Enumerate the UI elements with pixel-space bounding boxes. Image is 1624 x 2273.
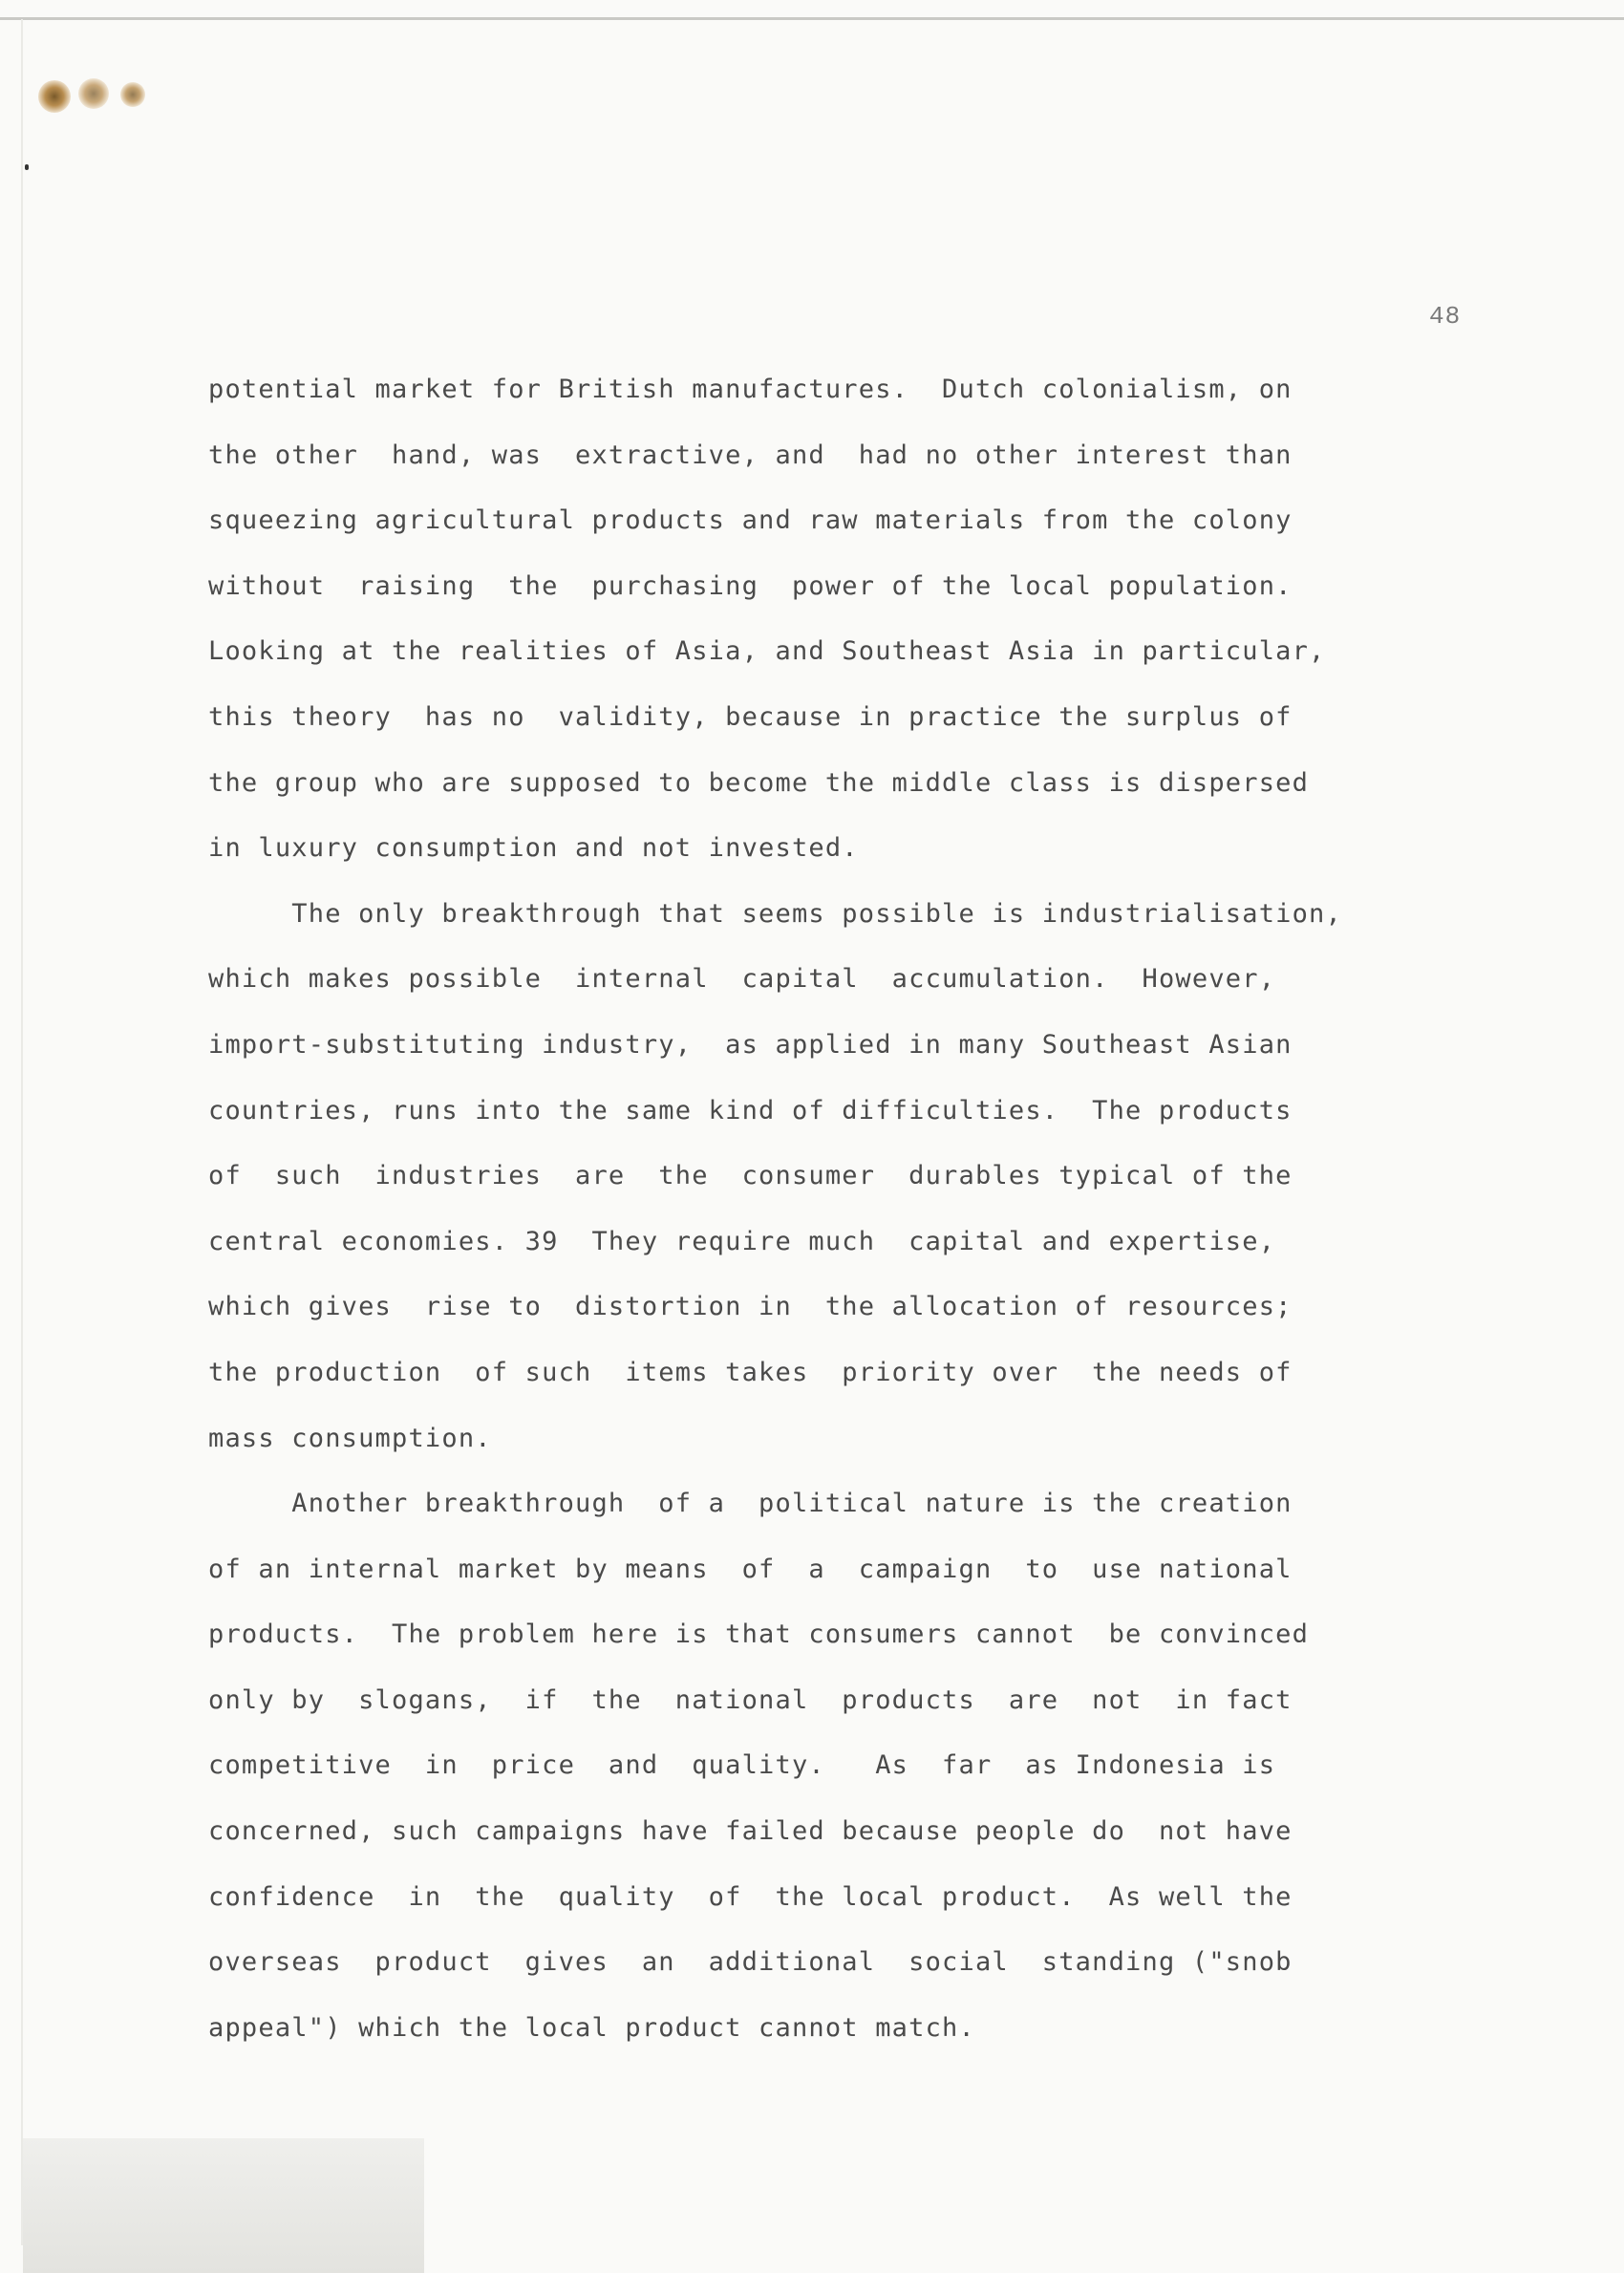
text-line: squeezing agricultural products and raw materials from the colony [208,505,1293,536]
text-line: this theory has no validity, because in practice the surplus of [208,701,1293,732]
text-line: which gives rise to distortion in the allocation of resources; [208,1292,1293,1322]
text-line: of an internal market by means of a campaign to use national [208,1554,1293,1584]
paper-left-edge [21,19,23,2245]
text-line: which makes possible internal capital accumulation. However, [208,964,1276,995]
text-line: products. The problem here is that consumers cannot be convinced [208,1619,1310,1650]
text-line: appeal") which the local product cannot match. [208,2012,975,2043]
text-line: import-substituting industry, as applied in many Southeast Asian [208,1029,1293,1060]
staple-stain [120,82,145,107]
staple-stain [38,80,71,113]
text-line: the production of such items takes priority over the needs of [208,1357,1293,1387]
text-line: Another breakthrough of a political nature is the creation [208,1489,1293,1519]
text-line: The only breakthrough that seems possible is industrialisation, [208,898,1342,929]
text-line: concerned, such campaigns have failed because people do not have [208,1816,1293,1847]
text-line: of such industries are the consumer durables typical of the [208,1161,1293,1191]
text-line: competitive in price and quality. As far as Indonesia is [208,1750,1276,1781]
text-line: countries, runs into the same kind of difficulties. The products [208,1095,1293,1126]
text-line: overseas product gives an additional social standing ("snob [208,1947,1293,1978]
text-line: mass consumption. [208,1423,492,1453]
page-number: 48 [1429,302,1462,331]
body-text [208,357,1527,2061]
text-line: confidence in the quality of the local product. As well the [208,1881,1293,1912]
text-line: the other hand, was extractive, and had no other interest than [208,440,1293,470]
staple-stain [78,78,109,109]
text-line: central economies. 39 They require much capital and expertise, [208,1226,1276,1256]
text-line: Looking at the realities of Asia, and Southeast Asia in particular, [208,636,1326,667]
text-line: without raising the purchasing power of the local population. [208,570,1293,601]
paper-top-edge [0,17,1624,20]
paper-shadow [23,2138,424,2273]
text-line: only by slogans, if the national products are not in fact [208,1684,1293,1715]
paragraph [208,882,1527,1471]
paragraph [208,357,1527,882]
ink-speck [25,164,29,170]
paragraph [208,1471,1527,2061]
text-line: potential market for British manufactures. Dutch colonialism, on [208,375,1293,404]
text-line: the group who are supposed to become the middle class is dispersed [208,767,1310,798]
text-line: in luxury consumption and not invested. [208,833,859,864]
